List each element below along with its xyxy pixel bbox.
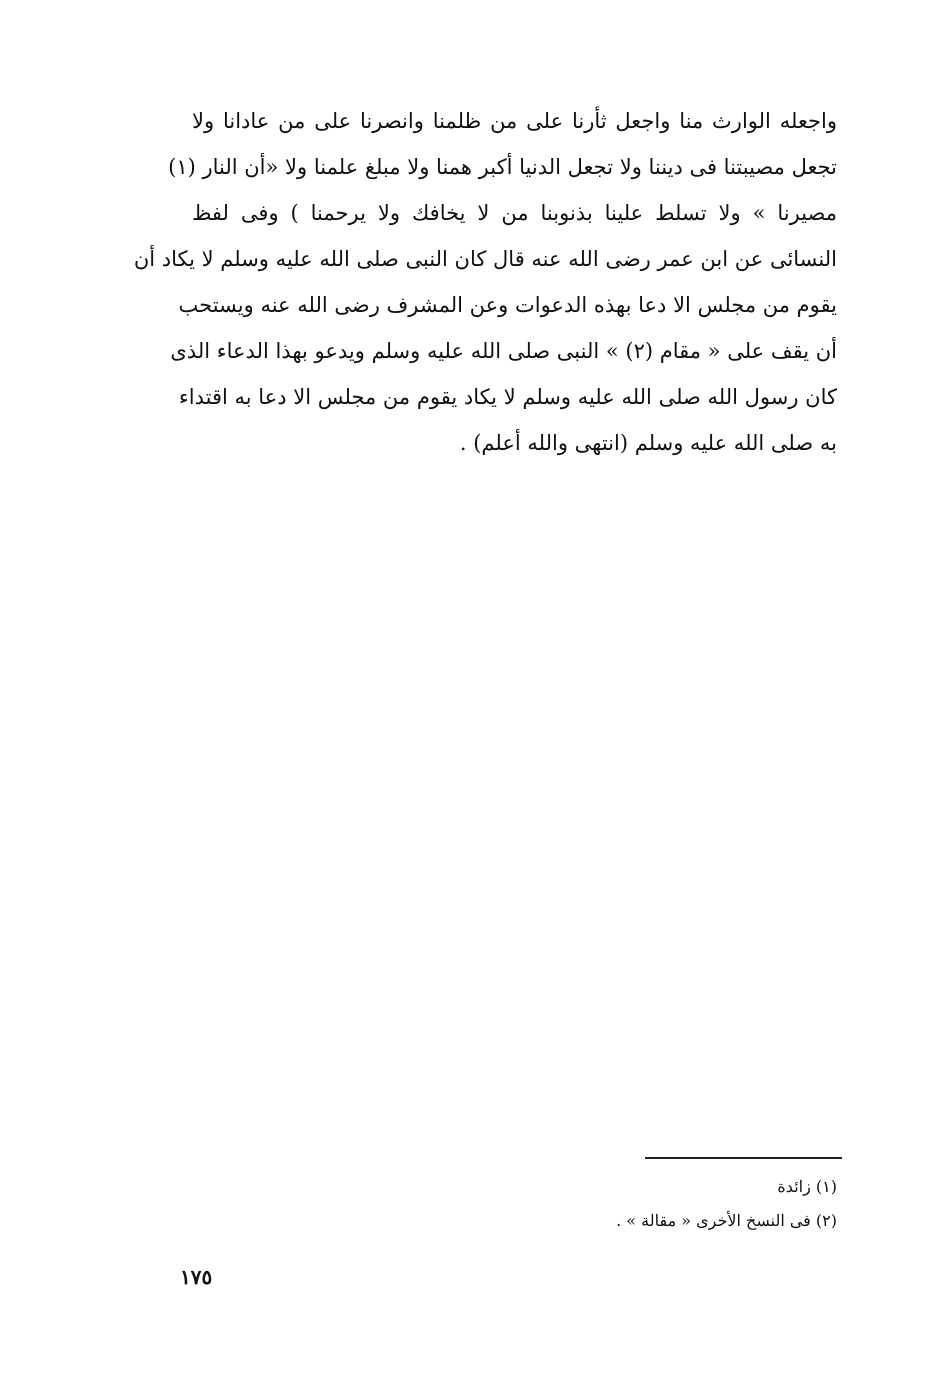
text-line: واجعله الوارث منا واجعل ثأرنا على من ظلمنا وانصرنا على من عادانا ولا <box>192 109 837 133</box>
text-line: النسائى عن ابن عمر رضى الله عنه قال كان النبى صلى الله عليه وسلم لا يكاد أن <box>133 247 837 271</box>
footnote-divider <box>645 1157 842 1159</box>
text-line: مصيرنا » ولا تسلط علينا بذنوبنا من لا يخافك ولا يرحمنا ) وفى لفظ <box>192 201 837 225</box>
body-text <box>133 98 837 466</box>
page-number: ١٧٥ <box>180 1265 213 1289</box>
text-line: تجعل مصيبتنا فى ديننا ولا تجعل الدنيا أكبر همنا ولا مبلغ علمنا ولا «أن النار (١) <box>168 155 837 179</box>
text-line: يقوم من مجلس الا دعا بهذه الدعوات وعن المشرف رضى الله عنه ويستحب <box>178 293 837 317</box>
footnotes <box>560 1170 837 1238</box>
text-line: به صلى الله عليه وسلم (انتهى والله أعلم) . <box>459 431 837 455</box>
text-line: أن يقف على « مقام (٢) » النبى صلى الله عليه وسلم ويدعو بهذا الدعاء الذى <box>170 339 837 363</box>
footnote-2: (٢) فى النسخ الأخرى « مقالة » . <box>616 1211 837 1230</box>
text-line: كان رسول الله صلى الله عليه وسلم لا يكاد يقوم من مجلس الا دعا به اقتداء <box>178 385 837 409</box>
footnote-1: (١) زائدة <box>777 1177 837 1196</box>
